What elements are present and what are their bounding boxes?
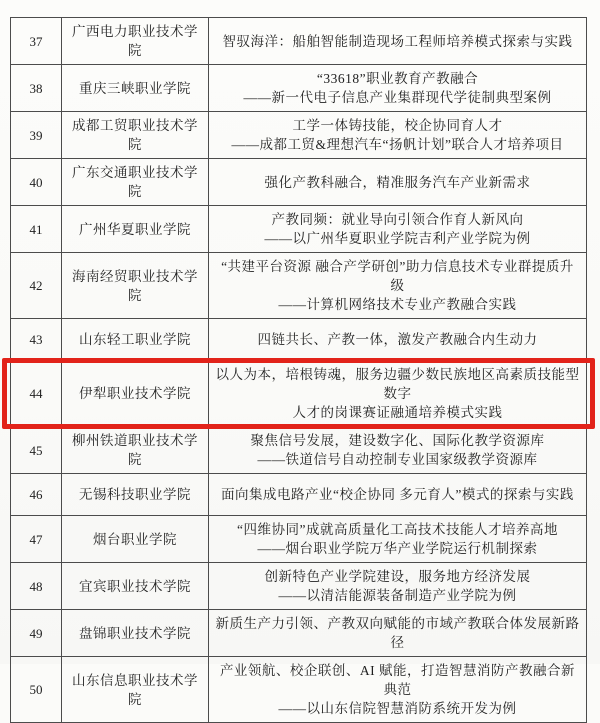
case-title-line: ——铁道信号自动控制专业国家级教学资源库 — [257, 452, 538, 467]
row-number: 48 — [11, 563, 62, 609]
case-title-line: “共建平台资源 融合产学研创”助力信息技术专业群提质升级 — [221, 259, 574, 293]
college-name: 山东轻工职业学院 — [62, 319, 209, 360]
case-title-line: 产教同频：就业导向引领合作育人新风向 — [271, 212, 524, 227]
case-title-line: ——计算机网络技术专业产教融合实践 — [278, 297, 517, 312]
row-number: 41 — [11, 206, 62, 252]
case-title-line: 产业领航、校企联创、AI 赋能，打造智慧消防产教融合新典范 — [219, 663, 576, 697]
college-name: 重庆三峡职业学院 — [62, 65, 209, 111]
college-name: 山东信息职业技术学院 — [62, 657, 209, 722]
case-title-line: ——烟台职业学院万华产业学院运行机制探索 — [257, 541, 538, 556]
table-row — [11, 253, 586, 319]
case-title-line: 四链共长、产教一体，激发产教融合内生动力 — [257, 332, 538, 347]
case-title — [209, 18, 586, 64]
case-title-line: 聚焦信号发展，建设数字化、国际化教学资源库 — [250, 433, 545, 448]
table-row — [11, 427, 586, 474]
case-title-line: 以人为本，培根铸魂，服务边疆少数民族地区高素质技能型数字 — [215, 367, 580, 401]
college-name: 广东交通职业技术学院 — [62, 159, 209, 205]
case-title-line: 工学一体铸技能，校企协同育人才 — [292, 118, 503, 133]
college-name: 伊犁职业技术学院 — [62, 361, 209, 426]
row-number: 46 — [11, 474, 62, 515]
case-title-line: “四维协同”成就高质量化工高技术技能人才培养高地 — [237, 522, 558, 537]
college-name: 烟台职业学院 — [62, 516, 209, 562]
case-title-line: ——新一代电子信息产业集群现代学徒制典型案例 — [243, 90, 552, 105]
table-row — [11, 657, 586, 722]
case-title-line: 面向集成电路产业“校企协同 多元育人”模式的探索与实践 — [221, 487, 574, 502]
case-title — [209, 253, 586, 318]
case-title-line: 强化产教科融合，精准服务汽车产业新需求 — [264, 174, 531, 190]
college-name: 广西电力职业技术学院 — [62, 18, 209, 64]
case-title-line: “33618”职业教育产教融合 — [316, 71, 479, 86]
case-title — [209, 319, 586, 360]
row-number: 43 — [11, 319, 62, 360]
row-number: 45 — [11, 427, 62, 473]
case-title-line: 人才的岗课赛证融通培养模式实践 — [292, 405, 503, 420]
row-number: 37 — [11, 18, 62, 64]
row-number: 50 — [11, 657, 62, 722]
row-number: 47 — [11, 516, 62, 562]
cases-table — [10, 17, 587, 723]
case-title — [209, 516, 586, 562]
row-number: 42 — [11, 253, 62, 318]
row-number: 44 — [11, 361, 62, 426]
case-title-line: ——以广州华夏职业学院吉利产业学院为例 — [264, 231, 531, 246]
case-title-line: ——以山东信院智慧消防系统开发为例 — [278, 701, 517, 716]
table-row — [11, 65, 586, 112]
case-title-line: 创新特色产业学院建设，服务地方经济发展 — [264, 569, 531, 584]
case-title-line: ——以清洁能源装备制造产业学院为例 — [278, 588, 517, 603]
table-row — [11, 563, 586, 610]
table-row — [11, 516, 586, 563]
college-name: 成都工贸职业技术学院 — [62, 112, 209, 158]
college-name: 宜宾职业技术学院 — [62, 563, 209, 609]
case-title — [209, 474, 586, 515]
case-title — [209, 563, 586, 609]
case-title — [209, 361, 586, 426]
row-number: 39 — [11, 112, 62, 158]
case-title — [209, 65, 586, 111]
row-number: 38 — [11, 65, 62, 111]
table-row — [11, 319, 586, 361]
college-name: 盘锦职业技术学院 — [62, 610, 209, 656]
table-row — [11, 610, 586, 657]
case-title — [209, 206, 586, 252]
row-number: 40 — [11, 159, 62, 205]
table-row-highlighted — [11, 361, 586, 427]
college-name: 海南经贸职业技术学院 — [62, 253, 209, 318]
college-name: 广州华夏职业学院 — [62, 206, 209, 252]
table-row — [11, 18, 586, 65]
case-title — [209, 159, 586, 205]
case-title-line: ——成都工贸&理想汽车“扬帆计划”联合人才培养项目 — [231, 137, 564, 152]
table-row — [11, 474, 586, 516]
table-row — [11, 112, 586, 159]
college-name: 无锡科技职业学院 — [62, 474, 209, 515]
case-title — [209, 610, 586, 656]
college-name: 柳州铁道职业技术学院 — [62, 427, 209, 473]
case-title-line: 智驭海洋：船舶智能制造现场工程师培养模式探索与实践 — [222, 33, 573, 49]
table-row — [11, 206, 586, 253]
table-row — [11, 159, 586, 206]
case-title-line: 新质生产力引领、产教双向赋能的市域产教联合体发展新路径 — [215, 616, 580, 650]
case-title — [209, 427, 586, 473]
case-title — [209, 657, 586, 722]
case-title — [209, 112, 586, 158]
row-number: 49 — [11, 610, 62, 656]
